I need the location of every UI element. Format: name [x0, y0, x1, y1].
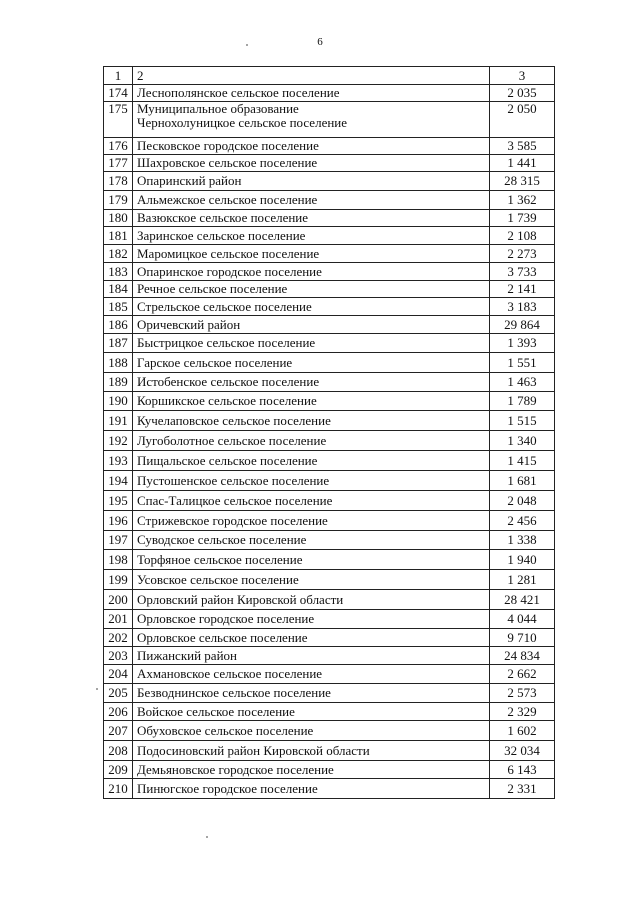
value-cell: 2 456 — [490, 511, 555, 531]
municipality-name: Вазюкское сельское поселение — [133, 210, 490, 227]
value-cell: 1 393 — [490, 334, 555, 353]
row-number: 183 — [104, 263, 133, 281]
value-cell: 2 141 — [490, 281, 555, 298]
row-number: 189 — [104, 373, 133, 392]
table-row — [104, 491, 555, 511]
table-row — [104, 155, 555, 172]
municipality-name: Опаринский район — [133, 172, 490, 191]
table-row — [104, 431, 555, 451]
value-cell: 2 331 — [490, 779, 555, 799]
value-cell: 2 273 — [490, 245, 555, 263]
row-number: 205 — [104, 684, 133, 703]
value-cell: 1 515 — [490, 411, 555, 431]
value-cell: 3 585 — [490, 138, 555, 155]
row-number: 187 — [104, 334, 133, 353]
municipality-name: Муниципальное образование Чернохолуницкое сельское поселение — [133, 102, 490, 138]
municipality-name: Быстрицкое сельское поселение — [133, 334, 490, 353]
value-cell: 1 681 — [490, 471, 555, 491]
table-row — [104, 172, 555, 191]
value-cell: 1 338 — [490, 531, 555, 550]
table-row — [104, 316, 555, 334]
row-number: 193 — [104, 451, 133, 471]
value-cell: 1 340 — [490, 431, 555, 451]
value-cell: 2 035 — [490, 85, 555, 102]
value-cell: 32 034 — [490, 741, 555, 761]
value-cell: 2 108 — [490, 227, 555, 245]
table-row — [104, 102, 555, 138]
table-row — [104, 779, 555, 799]
row-number: 200 — [104, 590, 133, 610]
table-row — [104, 741, 555, 761]
municipality-name: Орловское городское поселение — [133, 610, 490, 629]
row-number: 208 — [104, 741, 133, 761]
municipality-name: Стрижевское городское поселение — [133, 511, 490, 531]
value-cell: 1 789 — [490, 392, 555, 411]
table-row — [104, 629, 555, 647]
row-number: 206 — [104, 703, 133, 721]
value-cell: 3 733 — [490, 263, 555, 281]
data-table — [103, 66, 555, 799]
row-number: 186 — [104, 316, 133, 334]
table-row — [104, 263, 555, 281]
municipality-name: Подосиновский район Кировской области — [133, 741, 490, 761]
municipality-name: Речное сельское поселение — [133, 281, 490, 298]
row-number: 180 — [104, 210, 133, 227]
municipality-name: Орловское сельское поселение — [133, 629, 490, 647]
row-number: 181 — [104, 227, 133, 245]
value-cell: 28 315 — [490, 172, 555, 191]
value-cell: 2 662 — [490, 665, 555, 684]
value-cell: 1 940 — [490, 550, 555, 570]
table-row — [104, 392, 555, 411]
value-cell: 4 044 — [490, 610, 555, 629]
table-row — [104, 227, 555, 245]
table-row — [104, 191, 555, 210]
municipality-name: Пижанский район — [133, 647, 490, 665]
row-number: 195 — [104, 491, 133, 511]
municipality-name: Пинюгское городское поселение — [133, 779, 490, 799]
municipality-name: Гарское сельское поселение — [133, 353, 490, 373]
value-cell: 24 834 — [490, 647, 555, 665]
value-cell: 9 710 — [490, 629, 555, 647]
table-row — [104, 334, 555, 353]
municipality-name: Истобенское сельское поселение — [133, 373, 490, 392]
scan-speck — [246, 44, 248, 46]
row-number: 177 — [104, 155, 133, 172]
municipality-name: Альмежское сельское поселение — [133, 191, 490, 210]
scan-speck — [96, 688, 98, 690]
table-row — [104, 590, 555, 610]
value-cell: 1 441 — [490, 155, 555, 172]
table-row — [104, 665, 555, 684]
value-cell: 2 329 — [490, 703, 555, 721]
row-number: 175 — [104, 102, 133, 138]
row-number: 202 — [104, 629, 133, 647]
municipality-name: Суводское сельское поселение — [133, 531, 490, 550]
municipality-name: Маромицкое сельское поселение — [133, 245, 490, 263]
row-number: 210 — [104, 779, 133, 799]
municipality-name: Безводнинское сельское поселение — [133, 684, 490, 703]
row-number: 201 — [104, 610, 133, 629]
row-number: 179 — [104, 191, 133, 210]
row-number: 174 — [104, 85, 133, 102]
municipality-name: Спас-Талицкое сельское поселение — [133, 491, 490, 511]
page-number: 6 — [317, 36, 323, 48]
municipality-name: Стрельское сельское поселение — [133, 298, 490, 316]
table-row — [104, 85, 555, 102]
row-number: 178 — [104, 172, 133, 191]
table-row — [104, 411, 555, 431]
row-number: 185 — [104, 298, 133, 316]
table-row — [104, 761, 555, 779]
value-cell: 3 183 — [490, 298, 555, 316]
value-cell: 1 415 — [490, 451, 555, 471]
value-cell: 2 573 — [490, 684, 555, 703]
municipality-name: Торфяное сельское поселение — [133, 550, 490, 570]
row-number: 204 — [104, 665, 133, 684]
table-row — [104, 471, 555, 491]
row-number: 182 — [104, 245, 133, 263]
table-row — [104, 550, 555, 570]
row-number: 191 — [104, 411, 133, 431]
table-row — [104, 511, 555, 531]
table-row — [104, 281, 555, 298]
value-cell: 6 143 — [490, 761, 555, 779]
table-row — [104, 721, 555, 741]
table-row — [104, 531, 555, 550]
municipality-name: Коршикское сельское поселение — [133, 392, 490, 411]
value-cell: 2 048 — [490, 491, 555, 511]
row-number: 209 — [104, 761, 133, 779]
table-row — [104, 703, 555, 721]
row-number: 194 — [104, 471, 133, 491]
table-row — [104, 684, 555, 703]
table-row — [104, 451, 555, 471]
row-number: 203 — [104, 647, 133, 665]
municipality-name: Оричевский район — [133, 316, 490, 334]
municipality-name: Кучелаповское сельское поселение — [133, 411, 490, 431]
value-cell: 29 864 — [490, 316, 555, 334]
table-row — [104, 373, 555, 392]
value-cell: 2 050 — [490, 102, 555, 138]
municipality-name: Пищальское сельское поселение — [133, 451, 490, 471]
scan-speck — [206, 836, 208, 838]
value-cell: 1 463 — [490, 373, 555, 392]
value-cell: 1 739 — [490, 210, 555, 227]
row-number: 197 — [104, 531, 133, 550]
municipality-name: Войское сельское поселение — [133, 703, 490, 721]
row-number: 176 — [104, 138, 133, 155]
municipality-name: Шахровское сельское поселение — [133, 155, 490, 172]
row-number: 184 — [104, 281, 133, 298]
row-number: 207 — [104, 721, 133, 741]
table-row — [104, 570, 555, 590]
column-header-2: 2 — [133, 67, 490, 85]
value-cell: 1 551 — [490, 353, 555, 373]
municipality-name: Заринское сельское поселение — [133, 227, 490, 245]
table-row — [104, 210, 555, 227]
table-row — [104, 610, 555, 629]
table-row — [104, 298, 555, 316]
table-row — [104, 245, 555, 263]
row-number: 192 — [104, 431, 133, 451]
table-body — [104, 85, 555, 799]
municipality-name: Демьяновское городское поселение — [133, 761, 490, 779]
header-row — [104, 67, 555, 85]
table-row — [104, 647, 555, 665]
row-number: 190 — [104, 392, 133, 411]
municipality-name: Песковское городское поселение — [133, 138, 490, 155]
column-header-1: 1 — [104, 67, 133, 85]
municipality-name: Леснополянское сельское поселение — [133, 85, 490, 102]
row-number: 188 — [104, 353, 133, 373]
value-cell: 1 602 — [490, 721, 555, 741]
municipality-name: Опаринское городское поселение — [133, 263, 490, 281]
municipality-name: Пустошенское сельское поселение — [133, 471, 490, 491]
table-row — [104, 353, 555, 373]
row-number: 196 — [104, 511, 133, 531]
municipality-name: Лугоболотное сельское поселение — [133, 431, 490, 451]
row-number: 199 — [104, 570, 133, 590]
municipality-name: Усовское сельское поселение — [133, 570, 490, 590]
column-header-3: 3 — [490, 67, 555, 85]
value-cell: 1 362 — [490, 191, 555, 210]
municipality-name: Обуховское сельское поселение — [133, 721, 490, 741]
value-cell: 1 281 — [490, 570, 555, 590]
row-number: 198 — [104, 550, 133, 570]
table-row — [104, 138, 555, 155]
value-cell: 28 421 — [490, 590, 555, 610]
municipality-name: Орловский район Кировской области — [133, 590, 490, 610]
municipality-name: Ахмановское сельское поселение — [133, 665, 490, 684]
